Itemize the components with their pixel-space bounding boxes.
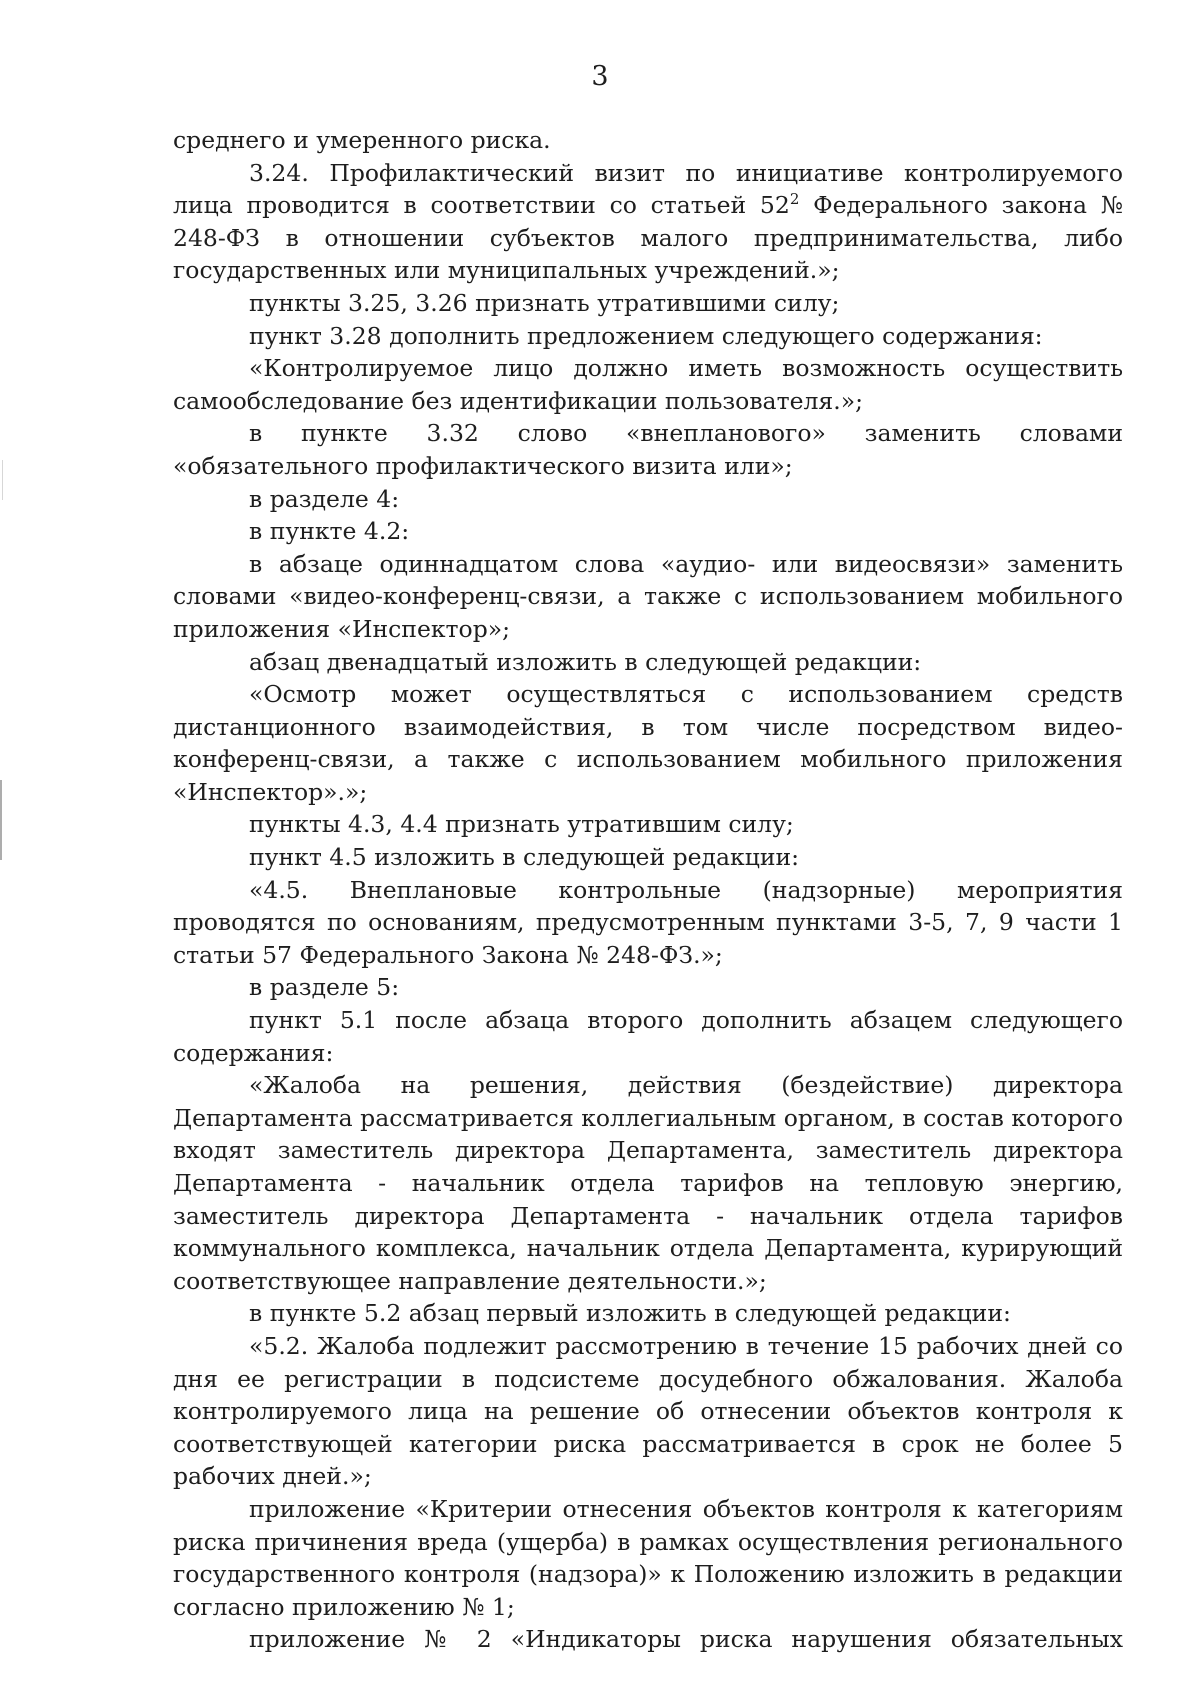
document-body xyxy=(173,124,1123,1656)
scan-edge-mark xyxy=(2,460,3,500)
paragraph: абзац двенадцатый изложить в следующей редакции: xyxy=(249,647,922,676)
paragraph: в абзаце одиннадцатом слова «аудио- или видеосвязи» заменить словами «видео-конференц-связи, а также с использованием мобильного приложения «Инспектор»; xyxy=(173,549,1123,643)
paragraph: «5.2. Жалоба подлежит рассмотрению в течение 15 рабочих дней со дня ее регистрации в подсистеме досудебного обжалования. Жалоба контролируемого лица на решение об отнесении объектов контроля к соответствующей категории риска рассматривается в срок не более 5 рабочих дней.»; xyxy=(173,1331,1123,1491)
paragraph: пункты 3.25, 3.26 признать утратившими силу; xyxy=(249,288,840,317)
scan-edge-mark xyxy=(0,780,2,860)
paragraph: в разделе 5: xyxy=(249,973,400,1002)
paragraph: среднего и умеренного риска. xyxy=(173,126,551,154)
paragraph: в разделе 4: xyxy=(249,484,400,513)
paragraph: в пункте 4.2: xyxy=(249,517,410,546)
paragraph: в пункте 5.2 абзац первый изложить в следующей редакции: xyxy=(249,1299,1011,1328)
paragraph: «Осмотр может осуществляться с использованием средств дистанционного взаимодействия, в том числе посредством видео-конференц-связи, а также с использованием мобильного приложения «Инспектор».»; xyxy=(173,680,1123,806)
superscript: 2 xyxy=(789,190,800,209)
paragraph: «4.5. Внеплановые контрольные (надзорные) мероприятия проводятся по основаниям, предусмотренным пунктами 3-5, 7, 9 части 1 статьи 57 Федерального Закона № 248-ФЗ.»; xyxy=(173,875,1123,969)
page-number: 3 xyxy=(591,61,609,92)
paragraph xyxy=(173,157,1123,287)
paragraph: пункт 3.28 дополнить предложением следующего содержания: xyxy=(249,321,1043,350)
paragraph: пункт 5.1 после абзаца второго дополнить абзацем следующего содержания: xyxy=(173,1006,1123,1067)
paragraph: приложение «Критерии отнесения объектов контроля к категориям риска причинения вреда (ущерба) в рамках осуществления регионального государственного контроля (надзора)» к Положению изложить в редакции согласно приложению № 1; xyxy=(173,1494,1123,1621)
paragraph: пункты 4.3, 4.4 признать утратившим силу; xyxy=(249,810,794,839)
paragraph: пункт 4.5 изложить в следующей редакции: xyxy=(249,843,800,872)
paragraph-continued: приложение № 2 «Индикаторы риска нарушения обязательных xyxy=(249,1625,1123,1654)
paragraph: «Жалоба на решения, действия (бездействие) директора Департамента рассматривается коллегиальным органом, в состав которого входят заместитель директора Департамента, заместитель директора Департамента - начальник отдела тарифов на тепловую энергию, заместитель директора Департамента - начальник отдела тарифов коммунального комплекса, начальник отдела Департамента, курирующий соответствующее направление деятельности.»; xyxy=(173,1071,1123,1295)
paragraph-text: Федерального закона № 248-ФЗ в отношении субъектов малого предпринимательства, либо государственных или муниципальных учреждений.»; xyxy=(173,191,1123,285)
paragraph: «Контролируемое лицо должно иметь возможность осуществить самообследование без идентификации пользователя.»; xyxy=(173,354,1123,415)
paragraph: в пункте 3.32 слово «внепланового» заменить словами «обязательного профилактического визита или»; xyxy=(173,419,1123,480)
paragraph-text: 3.24. Профилактический визит по инициативе контролируемого лица проводится в соответствии со статьей 52 xyxy=(173,158,1123,220)
